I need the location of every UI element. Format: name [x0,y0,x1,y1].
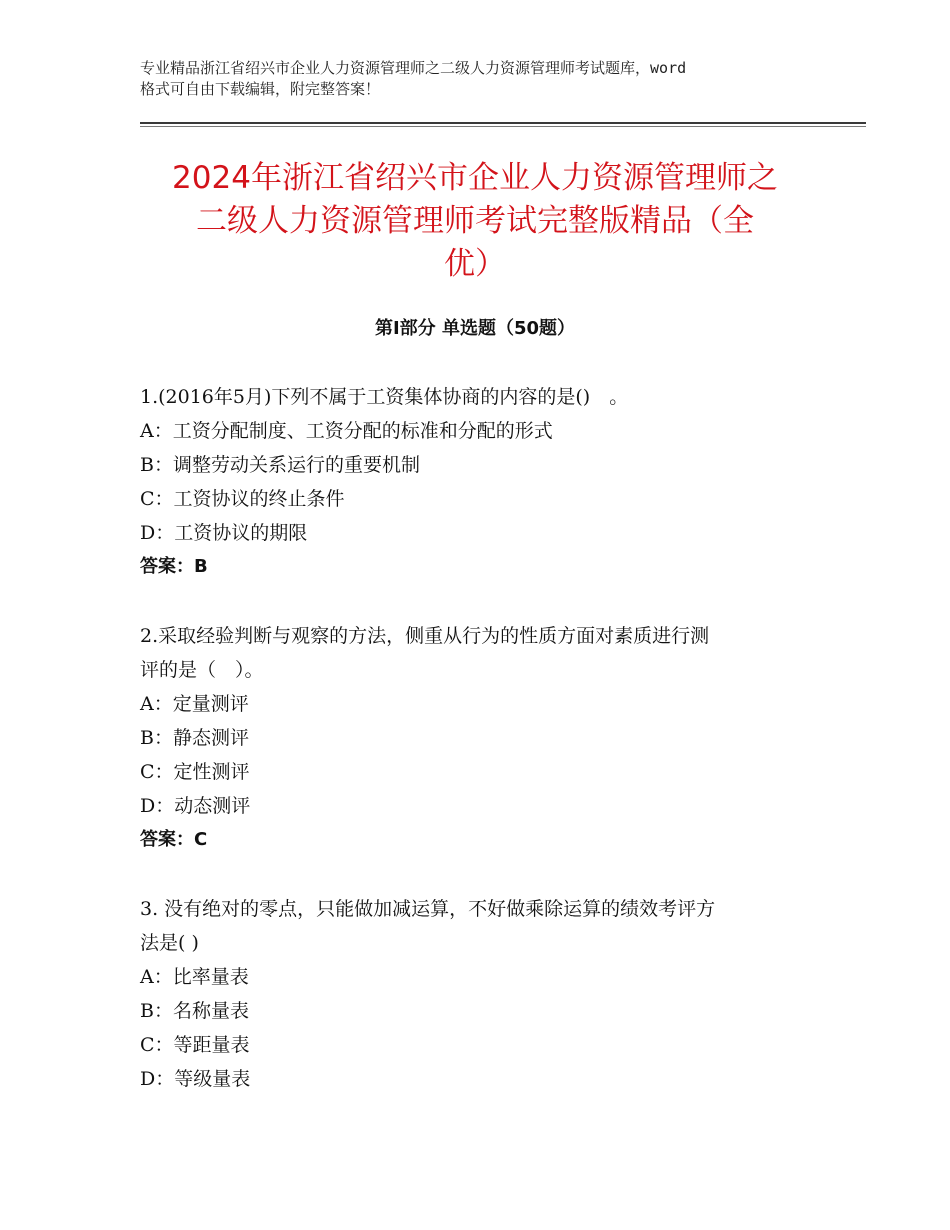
question-3-option-b: B：名称量表 [140,1000,249,1022]
header-divider-thin [140,126,866,127]
question-2-option-c: C：定性测评 [140,761,250,783]
header-note [140,58,830,100]
question-2-text-line-1: 2.采取经验判断与观察的方法，侧重从行为的性质方面对素质进行测 [140,625,710,647]
question-1-answer: 答案：B [140,556,208,577]
question-3-option-c: C：等距量表 [140,1034,250,1056]
document-title [140,157,810,286]
question-2-text-line-2: 评的是（ ）。 [140,659,264,681]
question-2-option-a: A：定量测评 [140,693,249,715]
section-heading: 第Ⅰ部分 单选题（50题） [374,318,575,339]
question-1-option-d: D：工资协议的期限 [140,522,308,544]
question-2 [140,619,820,857]
document-title-line-2: 二级人力资源管理师考试完整版精品（全 [196,203,754,239]
header-divider-thick [140,122,866,124]
question-3 [140,892,820,1096]
document-title-line-3: 优） [444,246,506,282]
question-2-option-b: B：静态测评 [140,727,249,749]
question-1-option-b: B：调整劳动关系运行的重要机制 [140,454,420,476]
question-3-option-a: A：比率量表 [140,966,249,988]
question-2-option-d: D：动态测评 [140,795,251,817]
question-1 [140,380,820,584]
question-3-text-line-1: 3. 没有绝对的零点，只能做加减运算，不好做乘除运算的绩效考评方 [140,898,716,920]
question-1-option-c: C：工资协议的终止条件 [140,488,345,510]
document-title-line-1: 2024年浙江省绍兴市企业人力资源管理师之 [172,160,778,196]
question-2-answer: 答案：C [140,829,208,850]
question-1-option-a: A：工资分配制度、工资分配的标准和分配的形式 [140,420,553,442]
header-note-line-1: 专业精品浙江省绍兴市企业人力资源管理师之二级人力资源管理师考试题库，word [140,59,687,77]
question-1-text: 1.(2016年5月)下列不属于工资集体协商的内容的是() 。 [140,386,629,408]
question-3-option-d: D：等级量表 [140,1068,251,1090]
header-note-line-2: 格式可自由下载编辑，附完整答案！ [140,80,381,98]
question-3-text-line-2: 法是( ) [140,932,199,954]
